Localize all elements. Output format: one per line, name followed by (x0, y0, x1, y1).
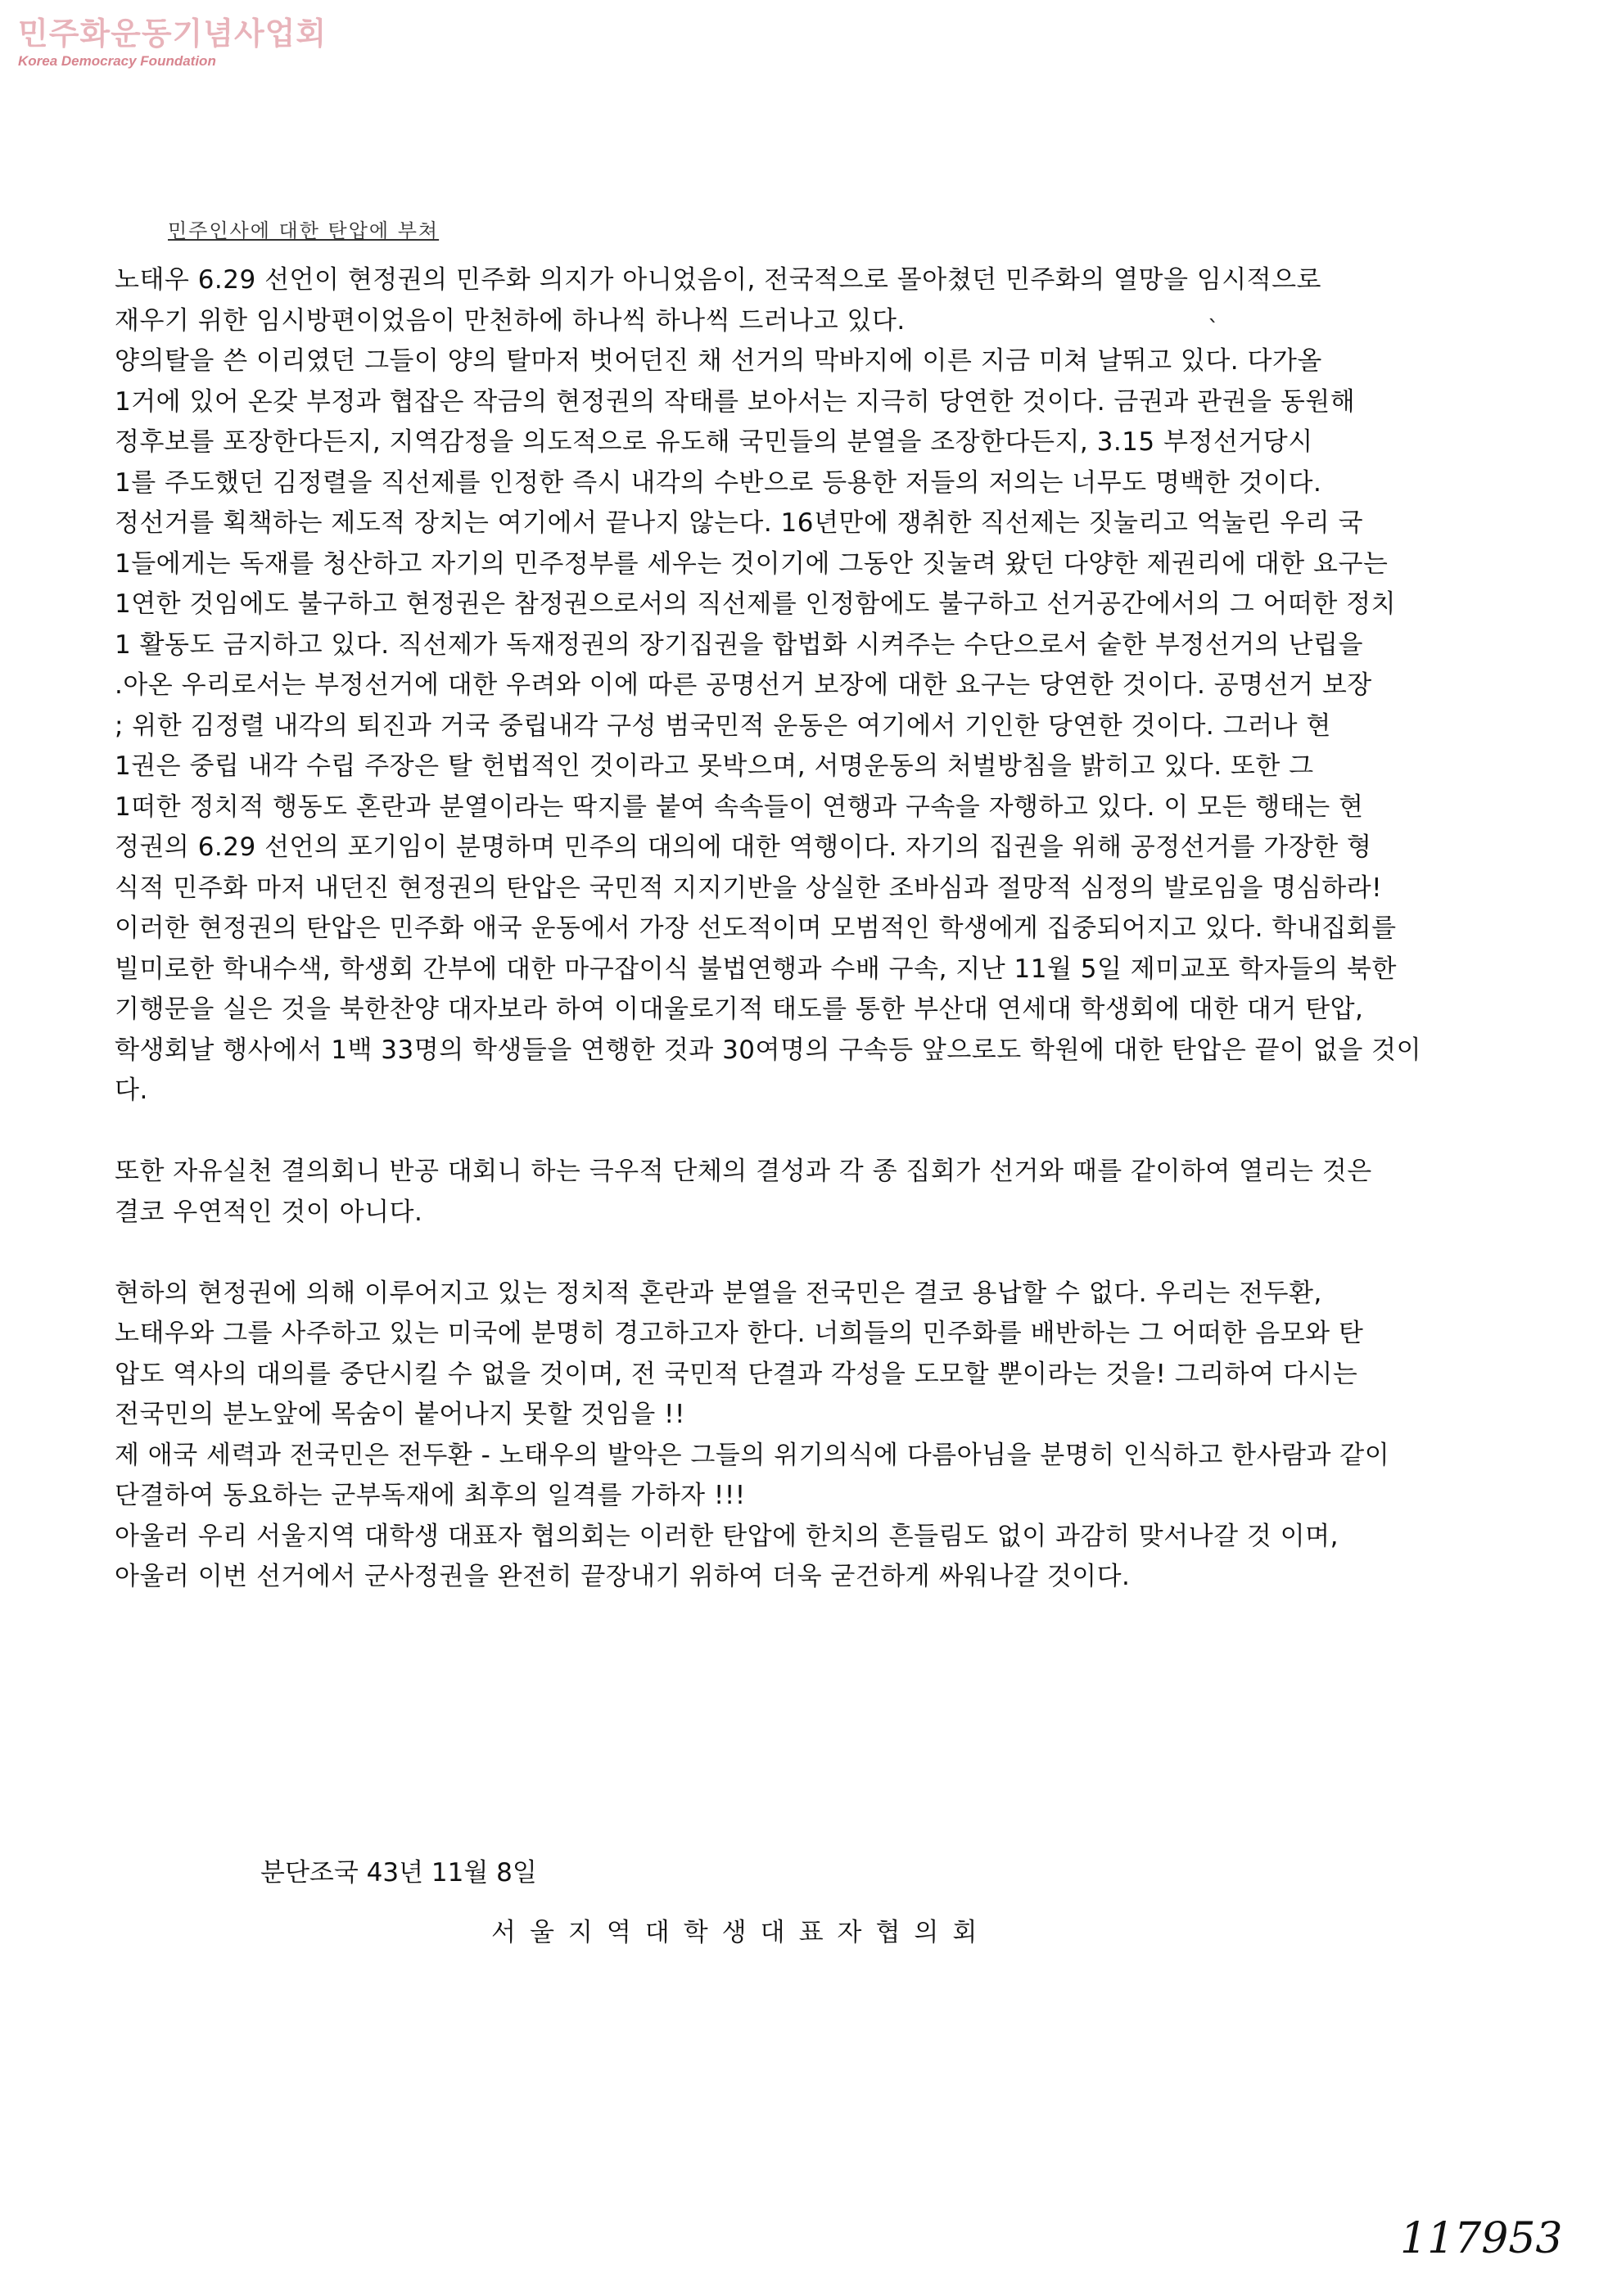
body-line: 재우기 위한 임시방편이었음이 만천하에 하나씩 하나씩 드러나고 있다. (115, 305, 906, 336)
body-line: 빌미로한 학내수색, 학생회 간부에 대한 마구잡이식 불법연행과 수배 구속, 지난 11월 5일 제미교포 학자들의 북한 (115, 954, 1397, 984)
body-line: 노태우와 그를 사주하고 있는 미국에 분명히 경고하고자 한다. 너희들의 민주화를 배반하는 그 어떠한 음모와 탄 (115, 1319, 1364, 1348)
document-body (115, 260, 1470, 1598)
body-line (115, 1233, 1470, 1274)
body-line: 다. (115, 1076, 148, 1105)
body-line: 정권의 6.29 선언의 포기임이 분명하며 민주의 대의에 대한 역행이다. 자기의 집권을 위해 공정선거를 가장한 형 (115, 832, 1372, 862)
body-line: 기행문을 실은 것을 북한찬양 대자보라 하여 이대울로기적 태도를 통한 부산대 연세대 학생회에 대한 대거 탄압, (115, 995, 1364, 1024)
archive-number: 117953 (1400, 2214, 1563, 2263)
body-line: 식적 민주화 마저 내던진 현정권의 탄압은 국민적 지지기반을 상실한 조바심과 절망적 심정의 발로임을 명심하라! (115, 873, 1383, 903)
body-line: 1거에 있어 온갖 부정과 협잡은 작금의 현정권의 작태를 보아서는 지극히 당연한 것이다. 금권과 관권을 동원해 (115, 386, 1356, 417)
body-line: ; 위한 김정렬 내각의 퇴진과 거국 중립내각 구성 범국민적 운동은 여기에서 기인한 당연한 것이다. 그러나 현 (115, 710, 1331, 741)
body-line: 노태우 6.29 선언이 현정권의 민주화 의지가 아니었음이, 전국적으로 몰아쳤던 민주화의 열망을 임시적으로 (115, 265, 1321, 295)
body-line: 1권은 중립 내각 수립 주장은 탈 헌법적인 것이라고 못박으며, 서명운동의 처벌방침을 밝히고 있다. 또한 그 (115, 751, 1314, 781)
body-line: 1를 주도했던 김정렬을 직선제를 인정한 즉시 내각의 수반으로 등용한 저들의 저의는 너무도 명백한 것이다. (115, 467, 1322, 498)
body-line: 양의탈을 쓴 이리였던 그들이 양의 탈마저 벗어던진 채 선거의 막바지에 이른 지금 미쳐 날뛰고 있다. 다가올 (115, 346, 1322, 376)
watermark-korean-text: 민주화운동기념사업회 (18, 16, 327, 52)
body-line: 1떠한 정치적 행동도 혼란과 분열이라는 딱지를 붙여 속속들이 연행과 구속을 자행하고 있다. 이 모든 행태는 현 (115, 792, 1364, 822)
body-line: 단결하여 동요하는 군부독재에 최후의 일격를 가하자 !!! (115, 1481, 746, 1510)
document-title-text: 민주인사에 대한 탄압에 부쳐 (168, 219, 440, 242)
body-line: 전국민의 분노앞에 목숨이 붙어나지 못할 것임을 !! (115, 1400, 685, 1429)
body-line: 학생회날 행사에서 1백 33명의 학생들을 연행한 것과 30여명의 구속등 앞으로도 학원에 대한 탄압은 끝이 없을 것이 (115, 1035, 1422, 1065)
body-line: 아울러 이번 선거에서 군사정권을 완전히 끝장내기 위하여 더욱 굳건하게 싸워나갈 것이다. (115, 1562, 1131, 1591)
watermark-english-text: Korea Democracy Foundation (18, 53, 216, 69)
body-line: 아울러 우리 서울지역 대학생 대표자 협의회는 이러한 탄압에 한치의 흔들림도 없이 과감히 맞서나갈 것 이며, (115, 1521, 1339, 1551)
body-line: 이러한 현정권의 탄압은 민주화 애국 운동에서 가장 선도적이며 모범적인 학생에게 집중되어지고 있다. 학내집회를 (115, 913, 1397, 943)
document-title (168, 214, 439, 243)
document-date: 분단조국 43년 11월 8일 (260, 1858, 537, 1888)
body-line: 1 활동도 금지하고 있다. 직선제가 독재정권의 장기집권을 합법화 시켜주는 수단으로서 숱한 부정선거의 난립을 (115, 629, 1363, 660)
body-line: .아온 우리로서는 부정선거에 대한 우려와 이에 따른 공명선거 보장에 대한 요구는 당연한 것이다. 공명선거 보장 (115, 670, 1372, 700)
document-signature: 서울지역대학생대표자협의회 (491, 1918, 991, 1947)
body-line: 결코 우연적인 것이 아니다. (115, 1197, 423, 1227)
body-line: 현하의 현정권에 의해 이루어지고 있는 정치적 혼란과 분열을 전국민은 결코 용납할 수 없다. 우리는 전두환, (115, 1278, 1322, 1308)
watermark-logo (18, 15, 327, 70)
body-line: 압도 역사의 대의를 중단시킬 수 없을 것이며, 전 국민적 단결과 각성을 도모할 뿐이라는 것을! 그리하여 다시는 (115, 1359, 1358, 1389)
body-line: 정후보를 포장한다든지, 지역감정을 의도적으로 유도해 국민들의 분열을 조장한다든지, 3.15 부정선거당시 (115, 427, 1313, 457)
body-line: 1들에게는 독재를 청산하고 자기의 민주정부를 세우는 것이기에 그동안 짓눌려 왔던 다양한 제권리에 대한 요구는 (115, 548, 1389, 579)
body-line: 제 애국 세력과 전국민은 전두환 - 노태우의 발악은 그들의 위기의식에 다름아님을 분명히 인식하고 한사람과 같이 (115, 1440, 1390, 1470)
body-line: 1연한 것임에도 불구하고 현정권은 참정권으로서의 직선제를 인정함에도 불구하고 선거공간에서의 그 어떠한 정치 (115, 589, 1397, 619)
body-line: 또한 자유실천 결의회니 반공 대회니 하는 극우적 단체의 결성과 각 종 집회가 선거와 때를 같이하여 열리는 것은 (115, 1157, 1372, 1186)
stray-mark: ˋ (1208, 315, 1219, 342)
body-line (115, 1112, 1470, 1153)
body-line: 정선거를 획책하는 제도적 장치는 여기에서 끝나지 않는다. 16년만에 쟁취한 직선제는 짓눌리고 억눌린 우리 국 (115, 508, 1364, 538)
